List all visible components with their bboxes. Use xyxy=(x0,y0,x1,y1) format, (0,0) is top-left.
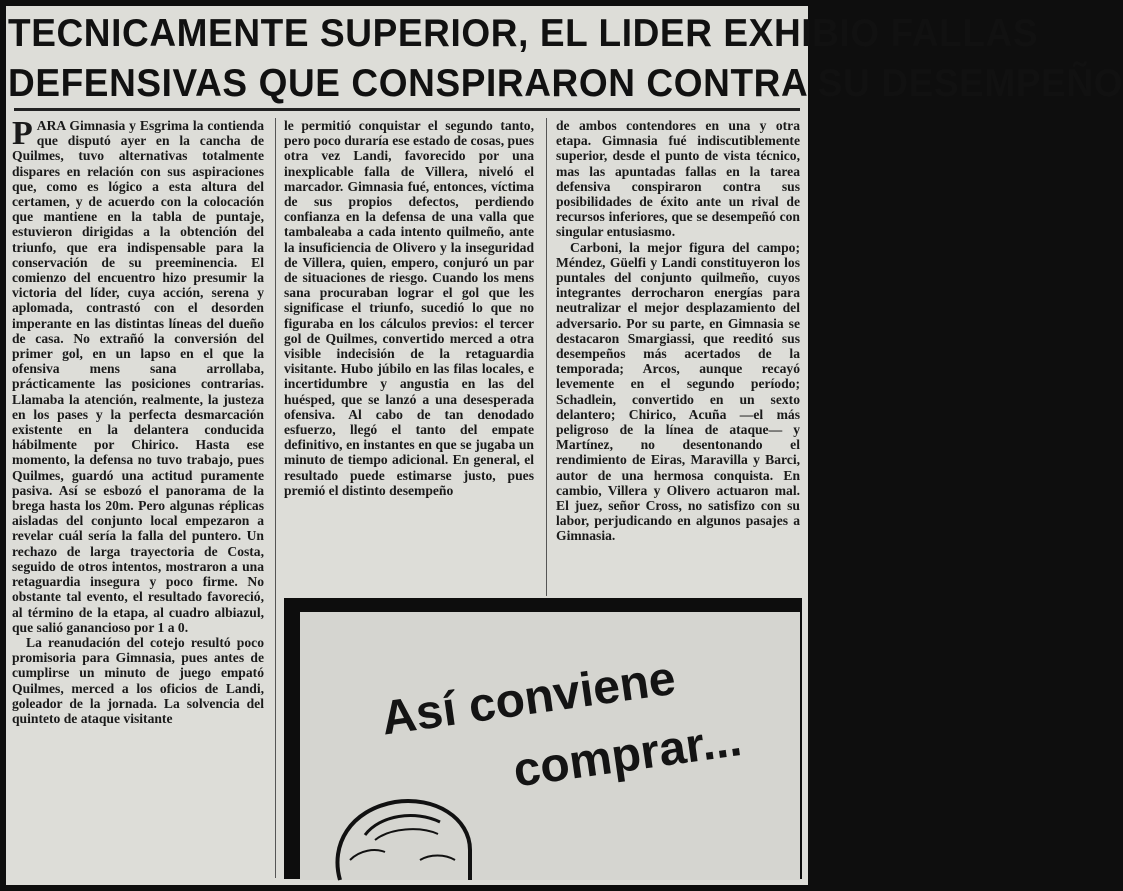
illustration-face-icon xyxy=(320,790,490,880)
column-3-paragraph-1: de ambos contendores en una y otra etapa. Gimnasia fué indiscutiblemente superior, desde el punto de vista técnico, mas las apuntadas fallas en la tarea defensiva conspiraron contra sus posibilidades de éxito ante un rival de recursos inferiores, que se desempeñó con singular entusiasmo. xyxy=(556,118,800,240)
column-divider-2 xyxy=(546,118,547,596)
advertisement-title-line-2: comprar... xyxy=(510,713,745,798)
headline-line-2: DEFENSIVAS QUE CONSPIRARON CONTRA SU DESEMPEÑO xyxy=(8,61,1123,105)
column-1-paragraph-1: ARA Gimnasia y Esgrima la contienda que disputó ayer en la cancha de Quilmes, tuvo alternativas totalmente dispares en relación con sus aspiraciones que, como es lógico a esta altura del certamen, y de acuerdo con la colocación que mantiene en la tabla de puntaje, estuvieron dirigidas a la obtención del triunfo, que era indispensable para la conservación de su preeminencia. El comienzo del encuentro hizo presumir la victoria del líder, cuya acción, serena y aplomada, contrastó con el desorden imperante en las distintas líneas del dueño de casa. No extrañó la conversión del primer gol, en un lapso en el que la ofensiva mens sana arrollaba, prácticamente las posiciones contrarias. Llamaba la atención, realmente, la justeza en los pases y la perfecta desmarcación existente en la delantera conducida hábilmente por Chirico. Hasta ese momento, la defensa no tuvo trabajo, pues Quilmes, guardó una actitud puramente pasiva. Así se esbozó el panorama de la brega hasta los 20m. Pero algunas réplicas aisladas del conjunto local empezaron a revelar cuál sería la falla del puntero. Un rechazo de larga trayectoria de Costa, seguido de otros intentos, mostraron a una retaguardia insegura y poco firme. No obstante tal evento, el resultado favoreció, al término de la etapa, al cuadro albiazul, que salió ganancioso por 1 a 0. xyxy=(12,118,264,635)
article-column-3 xyxy=(556,118,800,592)
article-column-1 xyxy=(12,115,264,858)
column-2-paragraph-1: le permitió conquistar el segundo tanto, pero poco duraría ese estado de cosas, pues otra vez Landi, favorecido por una inexplicable falla de Villera, niveló el marcador. Gimnasia fué, entonces, víctima de sus propios defectos, perdiendo confianza en la defensa de una valla que tambaleaba a cada intento quilmeño, ante la insuficiencia de Olivero y la inseguridad de Villera, quien, empero, conjuró un par de situaciones de riesgo. Cuando los mens sana procuraban lograr el gol que les significase el triunfo, sucedió lo que no figuraba en los cálculos previos: el tercer gol de Quilmes, convertido merced a otra visible indecisión de la retaguardia visitante. Hubo júbilo en las filas locales, e incertidumbre y angustia en las del huésped, que se lanzó a una desesperada ofensiva. Al cabo de tan denodado esfuerzo, llegó el tanto del empate definitivo, en instantes en que se jugaba un minuto de tiempo adicional. En general, el resultado puede estimarse justo, pues premió el distinto desempeño xyxy=(284,118,534,498)
column-3-paragraph-2: Carboni, la mejor figura del campo; Méndez, Güelfi y Landi constituyeron los puntales del conjunto quilmeño, cuyos integrantes derrocharon energías para neutralizar el mejor desplazamiento del adversario. Por su parte, en Gimnasia se destacaron Smargiassi, que reeditó sus desempeños más acertados de la temporada; Arcos, aunque recayó levemente en el segundo período; Schadlein, convertido en un sexto delantero; Chirico, Acuña —el más peligroso de la línea de ataque— y Martínez, no desentonando el rendimiento de Eiras, Maravilla y Barci, autor de una hermosa conquista. En cambio, Villera y Olivero actuaron mal. El juez, señor Cross, no satisfizo con su labor, perjudicando en algunos pasajes a Gimnasia. xyxy=(556,239,800,544)
headline-rule xyxy=(14,108,800,111)
advertisement-title-line-1: Así conviene xyxy=(378,651,679,746)
column-divider-1 xyxy=(275,118,276,878)
headline-line-1: TECNICAMENTE SUPERIOR, EL LIDER EXHIBIO FALLAS xyxy=(8,11,1039,55)
column-1-paragraph-2: La reanudación del cotejo resultó poco promisoria para Gimnasia, pues antes de cumplirse un minuto de juego empató Quilmes, merced a los oficios de Landi, goleador de la jornada. La solvencia del quinteto de ataque visitante xyxy=(12,634,264,726)
headline xyxy=(8,8,1123,109)
article-column-2 xyxy=(284,118,534,592)
drop-cap: P xyxy=(12,115,33,152)
